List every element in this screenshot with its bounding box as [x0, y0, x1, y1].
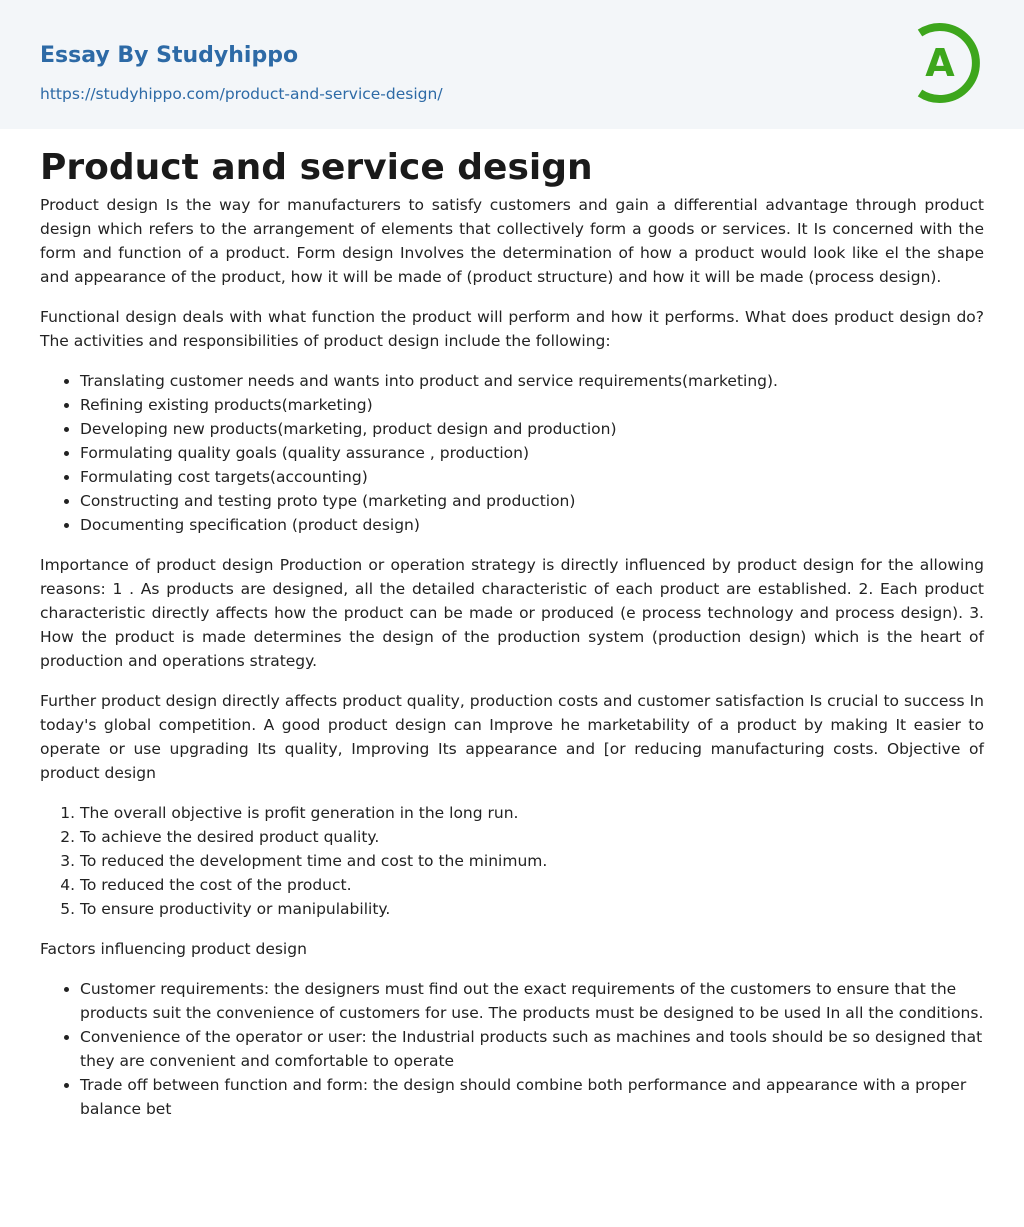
list-item: • Developing new products(marketing, product design and production) — [80, 417, 984, 441]
paragraph-further: Further product design directly affects product quality, production costs and customer satisfaction Is crucial to success In today's global competition. A good product design can Improve he marketability of a product by making It easier to operate or use upgrading Its quality, Improving Its appearance and [or reducing manufacturing costs. Objective of product design — [40, 692, 984, 782]
list-item: • Documenting specification (product design) — [80, 513, 984, 537]
page-title: Product and service design — [40, 147, 593, 188]
page-url[interactable]: https://studyhippo.com/product-and-service-design/ — [40, 85, 443, 103]
list-item: 5. To ensure productivity or manipulability. — [80, 897, 984, 921]
site-header — [0, 0, 1024, 129]
list-item: • Trade off between function and form: the design should combine both performance and appearance with a proper balance bet — [80, 1073, 984, 1121]
paragraph-importance: Importance of product design Production or operation strategy is directly influenced by product design for the allowing reasons: 1 . As products are designed, all the detailed characteristic of each product are established. 2. Each product characteristic directly affects how the product can be made or produced (e process technology and process design). 3. How the product is made determines the design of the production system (production design) which is the heart of production and operations strategy. — [40, 556, 984, 670]
list-item: • Formulating quality goals (quality assurance , production) — [80, 441, 984, 465]
paragraph-factors: Factors influencing product design — [40, 940, 307, 958]
site-brand[interactable]: Essay By Studyhippo — [40, 43, 299, 68]
list-item: 2. To achieve the desired product quality. — [80, 825, 984, 849]
article — [40, 145, 984, 1137]
list-item: • Refining existing products(marketing) — [80, 393, 984, 417]
paragraph-functional-design: Functional design deals with what function the product will perform and how it performs. What does product design do? The activities and responsibilities of product design include the following: — [40, 308, 984, 350]
objectives-list — [40, 801, 984, 921]
list-item: • Formulating cost targets(accounting) — [80, 465, 984, 489]
list-item: • Constructing and testing proto type (marketing and production) — [80, 489, 984, 513]
list-item: • Customer requirements: the designers must find out the exact requirements of the customers to ensure that the products suit the convenience of customers for use. The products must be designed to be used In all the conditions. — [80, 977, 984, 1025]
studyhippo-logo-icon[interactable] — [912, 19, 988, 107]
factors-list — [40, 977, 984, 1121]
list-item: 3. To reduced the development time and cost to the minimum. — [80, 849, 984, 873]
list-item: 4. To reduced the cost of the product. — [80, 873, 984, 897]
list-item: 1. The overall objective is profit generation in the long run. — [80, 801, 984, 825]
list-item: • Translating customer needs and wants into product and service requirements(marketing). — [80, 369, 984, 393]
logo-letter: A — [925, 41, 955, 85]
paragraph-intro: Product design Is the way for manufacturers to satisfy customers and gain a differential advantage through product design which refers to the arrangement of elements that collectively form a goods or services. It Is concerned with the form and function of a product. Form design Involves the determination of how a product would look like el the shape and appearance of the product, how it will be made of (product structure) and how it will be made (process design). — [40, 196, 984, 286]
list-item: • Convenience of the operator or user: the Industrial products such as machines and tools should be so designed that they are convenient and comfortable to operate — [80, 1025, 984, 1073]
activities-list — [40, 369, 984, 537]
